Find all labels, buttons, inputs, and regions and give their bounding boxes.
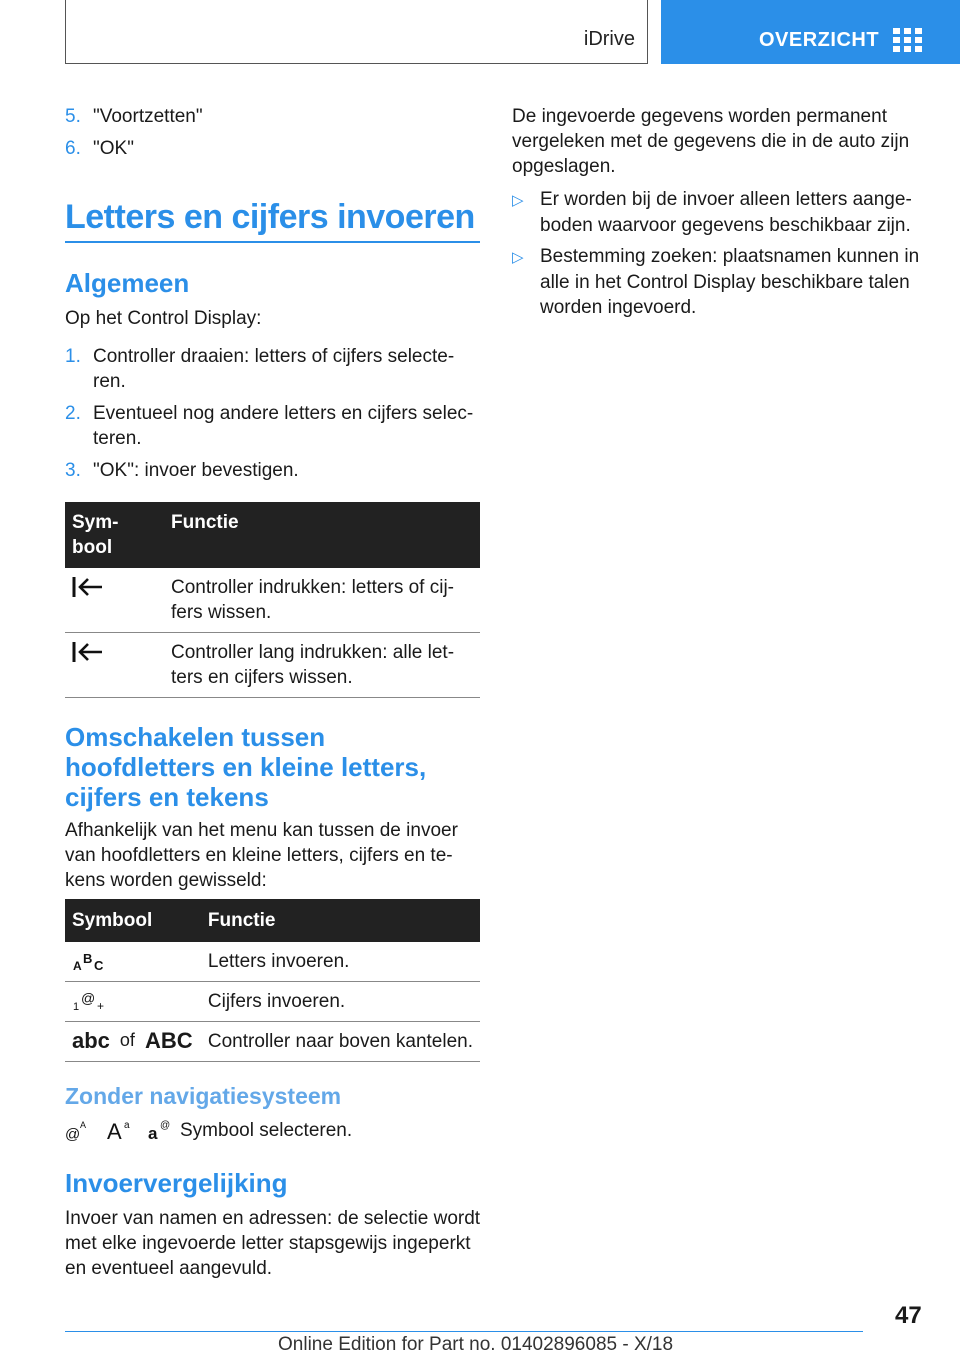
symbol-select-row: @ A A a a @ Symbool selecteren.: [65, 1119, 353, 1143]
table-row: Controller lang indrukken: alle let- ters en cijfers wissen.: [65, 633, 480, 698]
section-heading-algemeen: Algemeen: [65, 268, 190, 298]
svg-text:@: @: [160, 1120, 171, 1131]
header-section-title[interactable]: iDrive: [583, 28, 635, 50]
svg-text:A: A: [107, 1119, 122, 1143]
footer-edition: Online Edition for Part no. 01402896085 - X/18: [278, 1334, 674, 1355]
table-row: Controller indrukken: letters of cij- fers wissen.: [65, 568, 480, 633]
table-row: abc of ABC Controller naar boven kantelen.: [65, 1022, 480, 1062]
page-title: Letters en cijfers invoeren: [65, 198, 475, 236]
list-item: 1. Controller draaien: letters of cijfers selecte- ren.: [65, 346, 455, 392]
table-header-symbol: Sym- bool: [65, 502, 164, 568]
svg-text:+: +: [97, 999, 105, 1013]
svg-text:a: a: [148, 1124, 158, 1143]
backspace-icon: [72, 640, 106, 664]
abc-lowercase-glyph: abc: [72, 1028, 110, 1053]
subsection-heading-zonder: Zonder navigatiesysteem: [65, 1083, 342, 1109]
table-row: 1 @ + Cijfers invoeren.: [65, 982, 480, 1022]
symbol-table-delete: [65, 502, 480, 698]
svg-text:C: C: [94, 958, 104, 973]
page-number: 47: [895, 1302, 922, 1329]
table-header-symbol: Symbool: [65, 899, 201, 942]
header-chapter-tab[interactable]: [661, 0, 960, 64]
symbol-table-case: [65, 899, 480, 1062]
triangle-bullet-icon: ▷: [512, 192, 524, 209]
footer-divider: [65, 1331, 863, 1332]
uppercase-lowercase-icon: [105, 1117, 135, 1143]
list-item: 6. "OK": [65, 138, 134, 159]
list-item: 2. Eventueel nog andere letters en cijfers selec- teren.: [65, 403, 474, 449]
abc-case-toggle-icon: [72, 1028, 193, 1053]
table-header-function: Functie: [201, 899, 480, 942]
list-item: 3. "OK": invoer bevestigen.: [65, 460, 299, 481]
list-item: ▷ Er worden bij de invoer alleen letters aange- boden waarvoor gegevens beschikbaar zijn.: [512, 189, 912, 236]
section-heading-omschakelen: Omschakelen tussen hoofdletters en kleine letters, cijfers en tekens: [65, 722, 427, 812]
list-item: 5. "Voortzetten": [65, 106, 203, 127]
svg-text:A: A: [73, 959, 82, 973]
svg-text:A: A: [80, 1120, 87, 1130]
at-lowercase-icon: [147, 1117, 173, 1143]
triangle-bullet-icon: ▷: [512, 249, 524, 266]
list-item: ▷ Bestemming zoeken: plaatsnamen kunnen in alle in het Control Display beschikbare talen worden ingevoerd.: [512, 246, 920, 318]
or-label: of: [119, 1030, 135, 1050]
section-heading-invoer: Invoervergelijking: [65, 1168, 288, 1198]
svg-text:B: B: [83, 951, 93, 966]
svg-text:a: a: [124, 1120, 130, 1131]
grid-menu-icon[interactable]: [893, 28, 923, 52]
title-divider: [65, 241, 480, 243]
at-uppercase-icon: [65, 1117, 91, 1143]
right-intro-text: De ingevoerde gegevens worden permanent vergeleken met de gegevens die in de auto zijn opgeslagen.: [512, 106, 910, 177]
numbers-symbols-icon: [72, 989, 108, 1013]
table-header-function: Functie: [164, 502, 480, 568]
abc-upper-glyph: ABC: [144, 1028, 193, 1053]
intro-text: Op het Control Display:: [65, 308, 262, 329]
table-row: A B C Letters invoeren.: [65, 942, 480, 982]
abc-uppercase-icon: [72, 949, 108, 973]
omschakelen-text: Afhankelijk van het menu kan tussen de invoer van hoofdletters en kleine letters, cijfers en te- kens worden gewisseld:: [65, 820, 458, 891]
header-section-box: [65, 0, 648, 64]
header-chapter-title: OVERZICHT: [759, 29, 880, 51]
backspace-icon: [72, 575, 106, 599]
svg-text:@: @: [81, 990, 96, 1006]
invoer-text: Invoer van namen en adressen: de selectie wordt met elke ingevoerde letter stapsgewijs ingeperkt en eventueel aangevuld.: [65, 1208, 481, 1279]
svg-text:@: @: [65, 1126, 81, 1143]
svg-text:1: 1: [73, 1001, 80, 1013]
